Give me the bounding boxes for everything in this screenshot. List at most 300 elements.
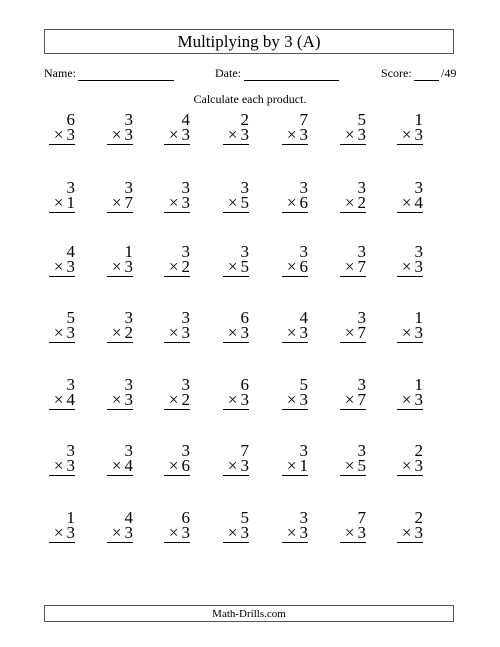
- problem-multiplicand: 3: [299, 242, 308, 261]
- problem-multiplicand: 3: [181, 375, 190, 394]
- multiply-operator: ×: [111, 323, 122, 342]
- problem-multiplicand: 5: [240, 508, 249, 527]
- answer-rule: [282, 276, 308, 277]
- problem-multiplier-line: [169, 126, 190, 143]
- problem-multiplier-line: [169, 324, 190, 341]
- problem-multiplier: 3: [124, 125, 133, 144]
- problem-multiplier: 3: [414, 323, 423, 342]
- problem-multiplicand: 3: [66, 375, 75, 394]
- multiply-operator: ×: [53, 323, 64, 342]
- problem-multiplicand: 3: [357, 178, 366, 197]
- problem-multiplier: 5: [240, 257, 249, 276]
- answer-rule: [340, 144, 366, 145]
- problem: [209, 243, 249, 277]
- problem: [209, 179, 249, 213]
- problem: [35, 111, 75, 145]
- problem-multiplicand: 1: [414, 308, 423, 327]
- problem-multiplicand: 5: [357, 110, 366, 129]
- multiply-operator: ×: [286, 456, 297, 475]
- problem-multiplicand: 6: [66, 110, 75, 129]
- problem: [383, 509, 423, 543]
- answer-rule: [340, 342, 366, 343]
- answer-rule: [282, 475, 308, 476]
- problem-multiplier: 2: [181, 390, 190, 409]
- problem-multiplicand: 3: [181, 308, 190, 327]
- multiply-operator: ×: [168, 456, 179, 475]
- problem-multiplier: 4: [124, 456, 133, 475]
- problem-multiplicand: 6: [181, 508, 190, 527]
- multiply-operator: ×: [401, 257, 412, 276]
- problem-multiplicand: 5: [66, 308, 75, 327]
- answer-rule: [49, 542, 75, 543]
- problem-multiplier-line: [169, 524, 190, 541]
- problem: [209, 376, 249, 410]
- multiply-operator: ×: [53, 390, 64, 409]
- multiply-operator: ×: [227, 125, 238, 144]
- score-label: Score:: [381, 66, 412, 80]
- problem-multiplier: 3: [181, 523, 190, 542]
- problem-multiplier-line: [345, 391, 366, 408]
- problem-multiplier-line: [287, 457, 308, 474]
- problem-multiplier-line: [112, 194, 133, 211]
- problem-multiplier: 5: [240, 193, 249, 212]
- problem-multiplicand: 7: [357, 508, 366, 527]
- problem-multiplicand: 2: [414, 441, 423, 460]
- problem-multiplier-line: [402, 258, 423, 275]
- problem: [93, 376, 133, 410]
- answer-rule: [340, 475, 366, 476]
- problem: [383, 243, 423, 277]
- problem-multiplier-line: [169, 457, 190, 474]
- problem: [268, 111, 308, 145]
- problem-multiplicand: 3: [357, 308, 366, 327]
- problem-multiplicand: 3: [414, 178, 423, 197]
- problem-multiplier: 2: [181, 257, 190, 276]
- problem-multiplier-line: [228, 324, 249, 341]
- problem: [268, 509, 308, 543]
- problem: [268, 442, 308, 476]
- problem-multiplier: 6: [299, 193, 308, 212]
- problem-multiplier: 3: [66, 456, 75, 475]
- multiply-operator: ×: [344, 523, 355, 542]
- problem-multiplier-line: [228, 391, 249, 408]
- problem: [150, 442, 190, 476]
- instructions: Calculate each product.: [193, 92, 307, 106]
- answer-rule: [107, 212, 133, 213]
- problem-multiplier-line: [345, 126, 366, 143]
- multiply-operator: ×: [344, 390, 355, 409]
- answer-rule: [223, 475, 249, 476]
- answer-rule: [49, 409, 75, 410]
- answer-rule: [223, 342, 249, 343]
- problem-multiplier: 3: [240, 390, 249, 409]
- problem: [383, 179, 423, 213]
- problem-multiplicand: 3: [124, 110, 133, 129]
- problem: [326, 111, 366, 145]
- problem: [35, 243, 75, 277]
- problem: [383, 376, 423, 410]
- multiply-operator: ×: [401, 523, 412, 542]
- problem-multiplicand: 3: [299, 441, 308, 460]
- problem-multiplicand: 4: [299, 308, 308, 327]
- multiply-operator: ×: [227, 323, 238, 342]
- problem: [150, 376, 190, 410]
- problem-multiplier-line: [54, 457, 75, 474]
- multiply-operator: ×: [168, 257, 179, 276]
- answer-rule: [223, 144, 249, 145]
- problem-multiplier-line: [54, 126, 75, 143]
- answer-rule: [164, 276, 190, 277]
- problem-multiplier-line: [112, 457, 133, 474]
- problem: [93, 442, 133, 476]
- problem-multiplier-line: [169, 194, 190, 211]
- problem-multiplier: 3: [414, 523, 423, 542]
- problem-multiplier-line: [402, 126, 423, 143]
- multiply-operator: ×: [286, 323, 297, 342]
- problem-multiplier-line: [287, 524, 308, 541]
- multiply-operator: ×: [111, 523, 122, 542]
- problem-multiplier: 3: [66, 323, 75, 342]
- problem-multiplicand: 3: [299, 178, 308, 197]
- problem-multiplicand: 4: [124, 508, 133, 527]
- answer-rule: [340, 409, 366, 410]
- problem: [35, 309, 75, 343]
- problem-multiplier-line: [169, 391, 190, 408]
- problem: [150, 309, 190, 343]
- multiply-operator: ×: [53, 257, 64, 276]
- problem-multiplicand: 3: [181, 242, 190, 261]
- multiply-operator: ×: [401, 323, 412, 342]
- problem-multiplier: 6: [181, 456, 190, 475]
- problem: [93, 509, 133, 543]
- problem-multiplicand: 6: [240, 308, 249, 327]
- problem-multiplier: 7: [124, 193, 133, 212]
- problem-multiplicand: 1: [66, 508, 75, 527]
- name-label: Name:: [44, 66, 76, 80]
- answer-rule: [49, 144, 75, 145]
- problem: [209, 111, 249, 145]
- problem: [268, 376, 308, 410]
- answer-rule: [397, 342, 423, 343]
- answer-rule: [223, 542, 249, 543]
- problem-multiplier: 3: [66, 257, 75, 276]
- problem-multiplier: 3: [240, 125, 249, 144]
- multiply-operator: ×: [286, 193, 297, 212]
- answer-rule: [107, 342, 133, 343]
- problem: [93, 179, 133, 213]
- problem-multiplicand: 3: [414, 242, 423, 261]
- multiply-operator: ×: [111, 257, 122, 276]
- problem-multiplier-line: [287, 126, 308, 143]
- problem-multiplier: 1: [66, 193, 75, 212]
- problem: [326, 243, 366, 277]
- problem: [383, 309, 423, 343]
- problem-multiplier: 6: [299, 257, 308, 276]
- problem-multiplier: 5: [357, 456, 366, 475]
- multiply-operator: ×: [227, 523, 238, 542]
- problem: [268, 243, 308, 277]
- problem-multiplicand: 3: [124, 375, 133, 394]
- problem-multiplier-line: [112, 258, 133, 275]
- problem-multiplicand: 5: [299, 375, 308, 394]
- answer-rule: [340, 212, 366, 213]
- problem-multiplier-line: [228, 194, 249, 211]
- problem-multiplier: 1: [299, 456, 308, 475]
- problem-multiplier-line: [402, 457, 423, 474]
- problem: [209, 309, 249, 343]
- multiply-operator: ×: [53, 193, 64, 212]
- problem-multiplier: 3: [414, 257, 423, 276]
- problem: [326, 309, 366, 343]
- multiply-operator: ×: [401, 456, 412, 475]
- answer-rule: [223, 212, 249, 213]
- multiply-operator: ×: [286, 523, 297, 542]
- answer-rule: [49, 475, 75, 476]
- problem-multiplier: 2: [124, 323, 133, 342]
- problem-multiplier-line: [228, 524, 249, 541]
- problem-multiplier-line: [112, 524, 133, 541]
- multiply-operator: ×: [401, 390, 412, 409]
- problem-multiplicand: 3: [357, 242, 366, 261]
- problem-multiplicand: 6: [240, 375, 249, 394]
- problem-multiplicand: 3: [66, 441, 75, 460]
- answer-rule: [282, 409, 308, 410]
- answer-rule: [397, 212, 423, 213]
- problem: [326, 376, 366, 410]
- multiply-operator: ×: [344, 193, 355, 212]
- problem-multiplier: 3: [357, 523, 366, 542]
- problem-multiplicand: 1: [414, 375, 423, 394]
- problem-multiplier: 4: [414, 193, 423, 212]
- problem: [326, 179, 366, 213]
- problem-multiplicand: 3: [181, 178, 190, 197]
- problem-multiplicand: 2: [414, 508, 423, 527]
- problem-multiplier-line: [54, 391, 75, 408]
- answer-rule: [223, 409, 249, 410]
- problem-multiplier: 3: [181, 323, 190, 342]
- problem-multiplier-line: [54, 194, 75, 211]
- problem-multiplier: 2: [357, 193, 366, 212]
- answer-rule: [282, 144, 308, 145]
- answer-rule: [107, 542, 133, 543]
- problem-multiplicand: 3: [124, 308, 133, 327]
- multiply-operator: ×: [168, 323, 179, 342]
- answer-rule: [223, 276, 249, 277]
- multiply-operator: ×: [53, 523, 64, 542]
- problem: [150, 111, 190, 145]
- multiply-operator: ×: [111, 390, 122, 409]
- problem: [150, 509, 190, 543]
- multiply-operator: ×: [227, 456, 238, 475]
- problem-multiplier-line: [287, 194, 308, 211]
- problem-multiplier-line: [287, 324, 308, 341]
- answer-rule: [282, 342, 308, 343]
- problem-multiplicand: 4: [66, 242, 75, 261]
- multiply-operator: ×: [401, 193, 412, 212]
- problem-multiplier: 3: [299, 125, 308, 144]
- problem: [35, 376, 75, 410]
- problem: [35, 509, 75, 543]
- problem-multiplier-line: [345, 457, 366, 474]
- answer-rule: [164, 144, 190, 145]
- problem-multiplier-line: [402, 194, 423, 211]
- problem-multiplier: 3: [124, 523, 133, 542]
- problem-multiplicand: 3: [124, 441, 133, 460]
- answer-rule: [397, 475, 423, 476]
- footer-text: Math-Drills.com: [212, 607, 286, 620]
- problem-multiplicand: 7: [240, 441, 249, 460]
- problem: [93, 111, 133, 145]
- multiply-operator: ×: [111, 193, 122, 212]
- answer-rule: [107, 475, 133, 476]
- problem-multiplier: 7: [357, 257, 366, 276]
- answer-rule: [282, 212, 308, 213]
- problem-multiplier-line: [112, 391, 133, 408]
- problem: [326, 509, 366, 543]
- multiply-operator: ×: [344, 323, 355, 342]
- problem-multiplicand: 1: [414, 110, 423, 129]
- problem-multiplicand: 3: [240, 242, 249, 261]
- problem: [93, 243, 133, 277]
- multiply-operator: ×: [168, 125, 179, 144]
- problem-multiplier: 3: [181, 125, 190, 144]
- problem-multiplier: 3: [414, 125, 423, 144]
- problem-multiplier: 7: [357, 323, 366, 342]
- problem-multiplier-line: [228, 457, 249, 474]
- problem-multiplier-line: [345, 324, 366, 341]
- answer-rule: [164, 342, 190, 343]
- multiply-operator: ×: [401, 125, 412, 144]
- problem-multiplicand: 3: [66, 178, 75, 197]
- answer-rule: [107, 276, 133, 277]
- answer-rule: [107, 409, 133, 410]
- problem-multiplier-line: [345, 194, 366, 211]
- answer-rule: [107, 144, 133, 145]
- problem-multiplier-line: [54, 524, 75, 541]
- problem-multiplicand: 3: [240, 178, 249, 197]
- problem: [383, 111, 423, 145]
- problem-multiplier-line: [402, 324, 423, 341]
- problem-multiplier: 3: [240, 323, 249, 342]
- answer-rule: [49, 276, 75, 277]
- date-label: Date:: [215, 66, 241, 80]
- multiply-operator: ×: [227, 257, 238, 276]
- problem-multiplier: 3: [414, 456, 423, 475]
- multiply-operator: ×: [168, 523, 179, 542]
- multiply-operator: ×: [344, 125, 355, 144]
- problem: [383, 442, 423, 476]
- problem-multiplier: 3: [66, 523, 75, 542]
- answer-rule: [164, 409, 190, 410]
- problem: [150, 179, 190, 213]
- multiply-operator: ×: [168, 193, 179, 212]
- problem-multiplier: 3: [181, 193, 190, 212]
- title-text: Multiplying by 3 (A): [177, 31, 321, 51]
- problem: [326, 442, 366, 476]
- answer-rule: [282, 542, 308, 543]
- footer: [44, 605, 454, 622]
- multiply-operator: ×: [168, 390, 179, 409]
- multiply-operator: ×: [286, 390, 297, 409]
- problem: [35, 179, 75, 213]
- problem-multiplier: 3: [357, 125, 366, 144]
- problem: [209, 442, 249, 476]
- answer-rule: [397, 144, 423, 145]
- answer-rule: [397, 276, 423, 277]
- problem-multiplier: 3: [299, 323, 308, 342]
- multiply-operator: ×: [344, 257, 355, 276]
- problem-multiplier: 3: [124, 257, 133, 276]
- problem-multiplicand: 4: [181, 110, 190, 129]
- problem-multiplicand: 2: [240, 110, 249, 129]
- problem-multiplicand: 7: [299, 110, 308, 129]
- answer-rule: [164, 212, 190, 213]
- multiply-operator: ×: [344, 456, 355, 475]
- problem: [268, 179, 308, 213]
- problem-multiplier: 3: [414, 390, 423, 409]
- multiply-operator: ×: [53, 125, 64, 144]
- problem-multiplier-line: [228, 126, 249, 143]
- answer-rule: [49, 212, 75, 213]
- problem-multiplier: 3: [124, 390, 133, 409]
- problem-multiplier-line: [228, 258, 249, 275]
- multiply-operator: ×: [111, 125, 122, 144]
- problem: [150, 243, 190, 277]
- problem-multiplier-line: [287, 391, 308, 408]
- problem-multiplicand: 1: [124, 242, 133, 261]
- problem: [209, 509, 249, 543]
- problem-multiplicand: 3: [357, 441, 366, 460]
- problem-multiplier: 7: [357, 390, 366, 409]
- answer-rule: [164, 475, 190, 476]
- problem: [268, 309, 308, 343]
- problem-multiplier-line: [112, 126, 133, 143]
- problem-multiplier-line: [112, 324, 133, 341]
- multiply-operator: ×: [286, 125, 297, 144]
- problem-multiplier: 3: [240, 523, 249, 542]
- problem-multiplier-line: [345, 258, 366, 275]
- multiply-operator: ×: [227, 193, 238, 212]
- problem-multiplier-line: [402, 391, 423, 408]
- multiply-operator: ×: [53, 456, 64, 475]
- problem-multiplier-line: [287, 258, 308, 275]
- multiply-operator: ×: [227, 390, 238, 409]
- answer-rule: [340, 276, 366, 277]
- score-total: /49: [441, 66, 457, 80]
- problem-multiplicand: 3: [181, 441, 190, 460]
- problem-multiplier: 3: [299, 523, 308, 542]
- problem-multiplier: 4: [66, 390, 75, 409]
- problem-multiplier-line: [169, 258, 190, 275]
- problem-multiplier: 3: [66, 125, 75, 144]
- problem-multiplier: 3: [240, 456, 249, 475]
- multiply-operator: ×: [286, 257, 297, 276]
- problem: [93, 309, 133, 343]
- problem-multiplicand: 3: [357, 375, 366, 394]
- problem: [35, 442, 75, 476]
- answer-rule: [397, 409, 423, 410]
- problem-multiplier-line: [54, 258, 75, 275]
- problem-multiplier-line: [402, 524, 423, 541]
- answer-rule: [340, 542, 366, 543]
- answer-rule: [164, 542, 190, 543]
- problem-multiplier-line: [345, 524, 366, 541]
- problem-multiplicand: 3: [124, 178, 133, 197]
- answer-rule: [49, 342, 75, 343]
- problem-multiplier: 3: [299, 390, 308, 409]
- problem-multiplicand: 3: [299, 508, 308, 527]
- answer-rule: [397, 542, 423, 543]
